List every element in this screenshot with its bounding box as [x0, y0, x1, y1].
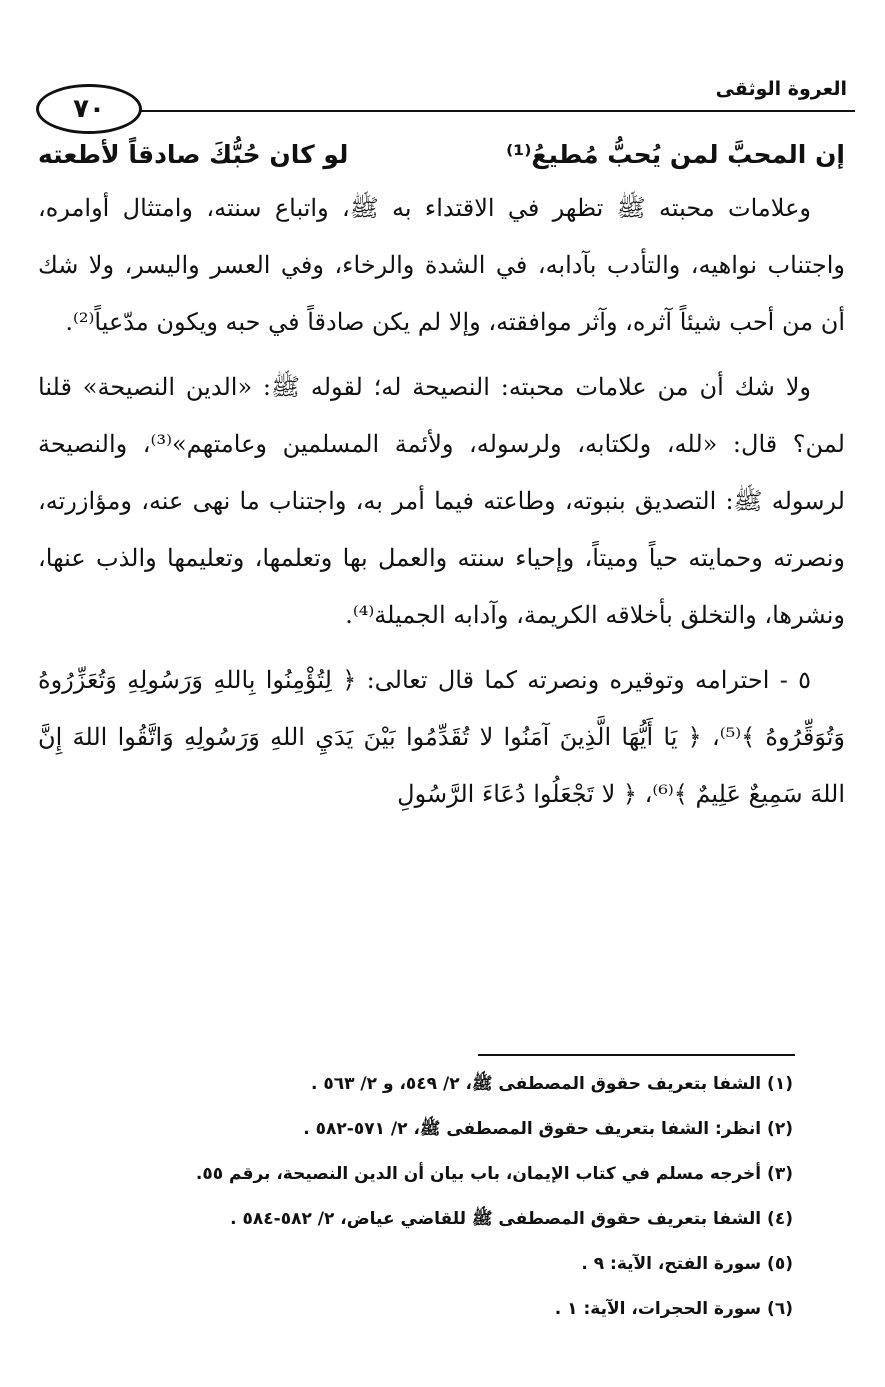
poetry-verse [38, 130, 845, 180]
footnote-2: (٢) انظر: الشفا بتعريف حقوق المصطفى ﷺ، ٢/ ٥٧١-٥٨٢ . [303, 1119, 793, 1139]
page-body [38, 130, 845, 823]
footnote-1: (١) الشفا بتعريف حقوق المصطفى ﷺ، ٢/ ٥٤٩، و ٢/ ٥٦٣ . [310, 1074, 793, 1094]
paragraph-3: ٥ - احترامه وتوقيره ونصرته كما قال تعالى: ﴿ لِتُؤْمِنُوا بِاللهِ وَرَسُولِهِ وَتُعَزِّرُوهُ وَتُوَقِّرُوهُ ﴾⁽⁵⁾، ﴿ يَا أَيُّهَا الَّذِينَ آمَنُوا لا تُقَدِّمُوا بَيْنَ يَدَيِ اللهِ وَرَسُولِهِ وَاتَّقُوا اللهَ إِنَّ اللهَ سَمِيعٌ عَلِيمٌ ﴾⁽⁶⁾، ﴿ لا تَجْعَلُوا دُعَاءَ الرَّسُولِ [38, 666, 845, 808]
verse-first-hemistich: إن المحبَّ لمن يُحبُّ مُطيعُ⁽¹⁾ [506, 140, 845, 169]
page-number: ٧٠ [36, 84, 142, 134]
footnotes [150, 1062, 793, 1332]
footnote-separator [478, 1054, 795, 1056]
page-header [30, 70, 855, 130]
footnote-4: (٤) الشفا بتعريف حقوق المصطفى ﷺ للقاضي عياض، ٢/ ٥٨٢-٥٨٤ . [230, 1209, 793, 1229]
paragraph-1: وعلامات محبته ﷺ تظهر في الاقتداء به ﷺ، واتباع سنته، وامتثال أوامره، واجتناب نواهيه، والتأدب بآدابه، في الشدة والرخاء، وفي العسر واليسر، ولا شك أن من أحب شيئاً آثره، وآثر موافقته، وإلا لم يكن صادقاً في حبه ويكون مدّعياً⁽²⁾. [38, 194, 845, 336]
book-title: العروة الوثقى [715, 78, 847, 100]
footnote-3: (٣) أخرجه مسلم في كتاب الإيمان، باب بيان أن الدين النصيحة، برقم ٥٥. [195, 1164, 793, 1184]
footnote-6: (٦) سورة الحجرات، الآية: ١ . [554, 1299, 793, 1319]
paragraph-2: ولا شك أن من علامات محبته: النصيحة له؛ لقوله ﷺ: «الدين النصيحة» قلنا لمن؟ قال: «لله، ولكتابه، ولرسوله، ولأئمة المسلمين وعامتهم»⁽³⁾، والنصيحة لرسوله ﷺ: التصديق بنبوته، وطاعته فيما أمر به، واجتناب ما نهى عنه، ومؤازرته، ونصرته وحمايته حياً وميتاً، وإحياء سنته والعمل بها وتعلمها، وتعليمها والذب عنها، ونشرها، والتخلق بأخلاقه الكريمة، وآدابه الجميلة⁽⁴⁾. [38, 373, 845, 629]
footnote-5: (٥) سورة الفتح، الآية: ٩ . [581, 1254, 793, 1274]
header-rule [140, 110, 855, 112]
verse-second-hemistich: لو كان حُبُّكَ صادقاً لأطعته [38, 140, 349, 169]
